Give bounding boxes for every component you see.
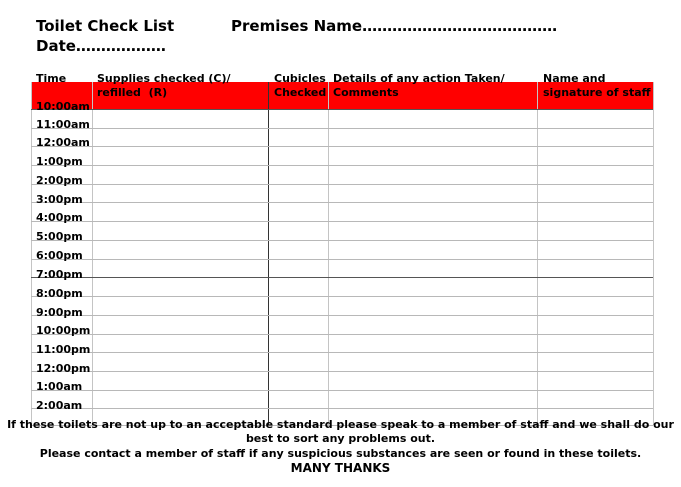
row-divider: [31, 240, 653, 241]
column-header-time: Time: [36, 72, 67, 85]
column-header-signature: Name and signature of staff: [543, 72, 651, 99]
footer-thanks: MANY THANKS: [290, 461, 391, 475]
time-slot-label: 6:00pm: [36, 249, 83, 262]
row-divider: [31, 371, 653, 372]
column-divider: [537, 82, 538, 425]
row-divider: [31, 128, 653, 129]
time-slot-label: 5:00pm: [36, 230, 83, 243]
column-header-supplies: Supplies checked (C)/ refilled (R): [97, 72, 231, 99]
column-divider: [92, 82, 93, 425]
time-slot-label: 2:00am: [36, 399, 83, 412]
time-slot-label: 4:00pm: [36, 211, 83, 224]
time-slot-label: 1:00pm: [36, 155, 83, 168]
row-divider: [31, 315, 653, 316]
row-divider: [31, 202, 653, 203]
time-slot-label: 10:00pm: [36, 324, 91, 337]
column-header-details: Details of any action Taken/ Comments: [333, 72, 505, 99]
time-slot-label: 7:00pm: [36, 268, 83, 281]
footer-notice-line1: If these toilets are not up to an acceptable standard please speak to a member of staff and we shall do our: [7, 418, 674, 431]
time-slot-label: 9:00pm: [36, 306, 83, 319]
time-slot-label: 12:00pm: [36, 362, 91, 375]
column-divider: [268, 82, 269, 425]
footer-notice-line2: best to sort any problems out.: [245, 432, 436, 445]
time-slot-label: 8:00pm: [36, 287, 83, 300]
column-divider: [31, 82, 32, 425]
time-slot-label: 3:00pm: [36, 193, 83, 206]
row-divider: [31, 296, 653, 297]
column-header-cubicles: Cubicles Checked: [274, 72, 327, 99]
time-slot-label: 1:00am: [36, 380, 83, 393]
row-divider: [31, 109, 653, 110]
date-field: Date………………: [36, 37, 166, 55]
time-slot-label: 12:00am: [36, 136, 90, 149]
column-divider: [653, 82, 654, 425]
footer-contact-line: Please contact a member of staff if any suspicious substances are seen or found in these toilets.: [39, 447, 642, 460]
row-divider: [31, 408, 653, 409]
page-title: Toilet Check List: [36, 17, 175, 35]
column-divider: [328, 82, 329, 425]
row-divider: [31, 184, 653, 185]
time-slot-label: 10:00am: [36, 100, 90, 113]
row-divider: [31, 146, 653, 147]
row-divider: [31, 259, 653, 260]
time-slot-label: 2:00pm: [36, 174, 83, 187]
row-divider: [31, 390, 653, 391]
row-divider: [31, 352, 653, 353]
row-divider: [31, 221, 653, 222]
time-slot-label: 11:00pm: [36, 343, 91, 356]
row-divider: [31, 334, 653, 335]
premises-name-field: Premises Name…………………………………: [231, 17, 558, 35]
time-slot-label: 11:00am: [36, 118, 90, 131]
row-divider: [31, 277, 653, 278]
row-divider: [31, 165, 653, 166]
